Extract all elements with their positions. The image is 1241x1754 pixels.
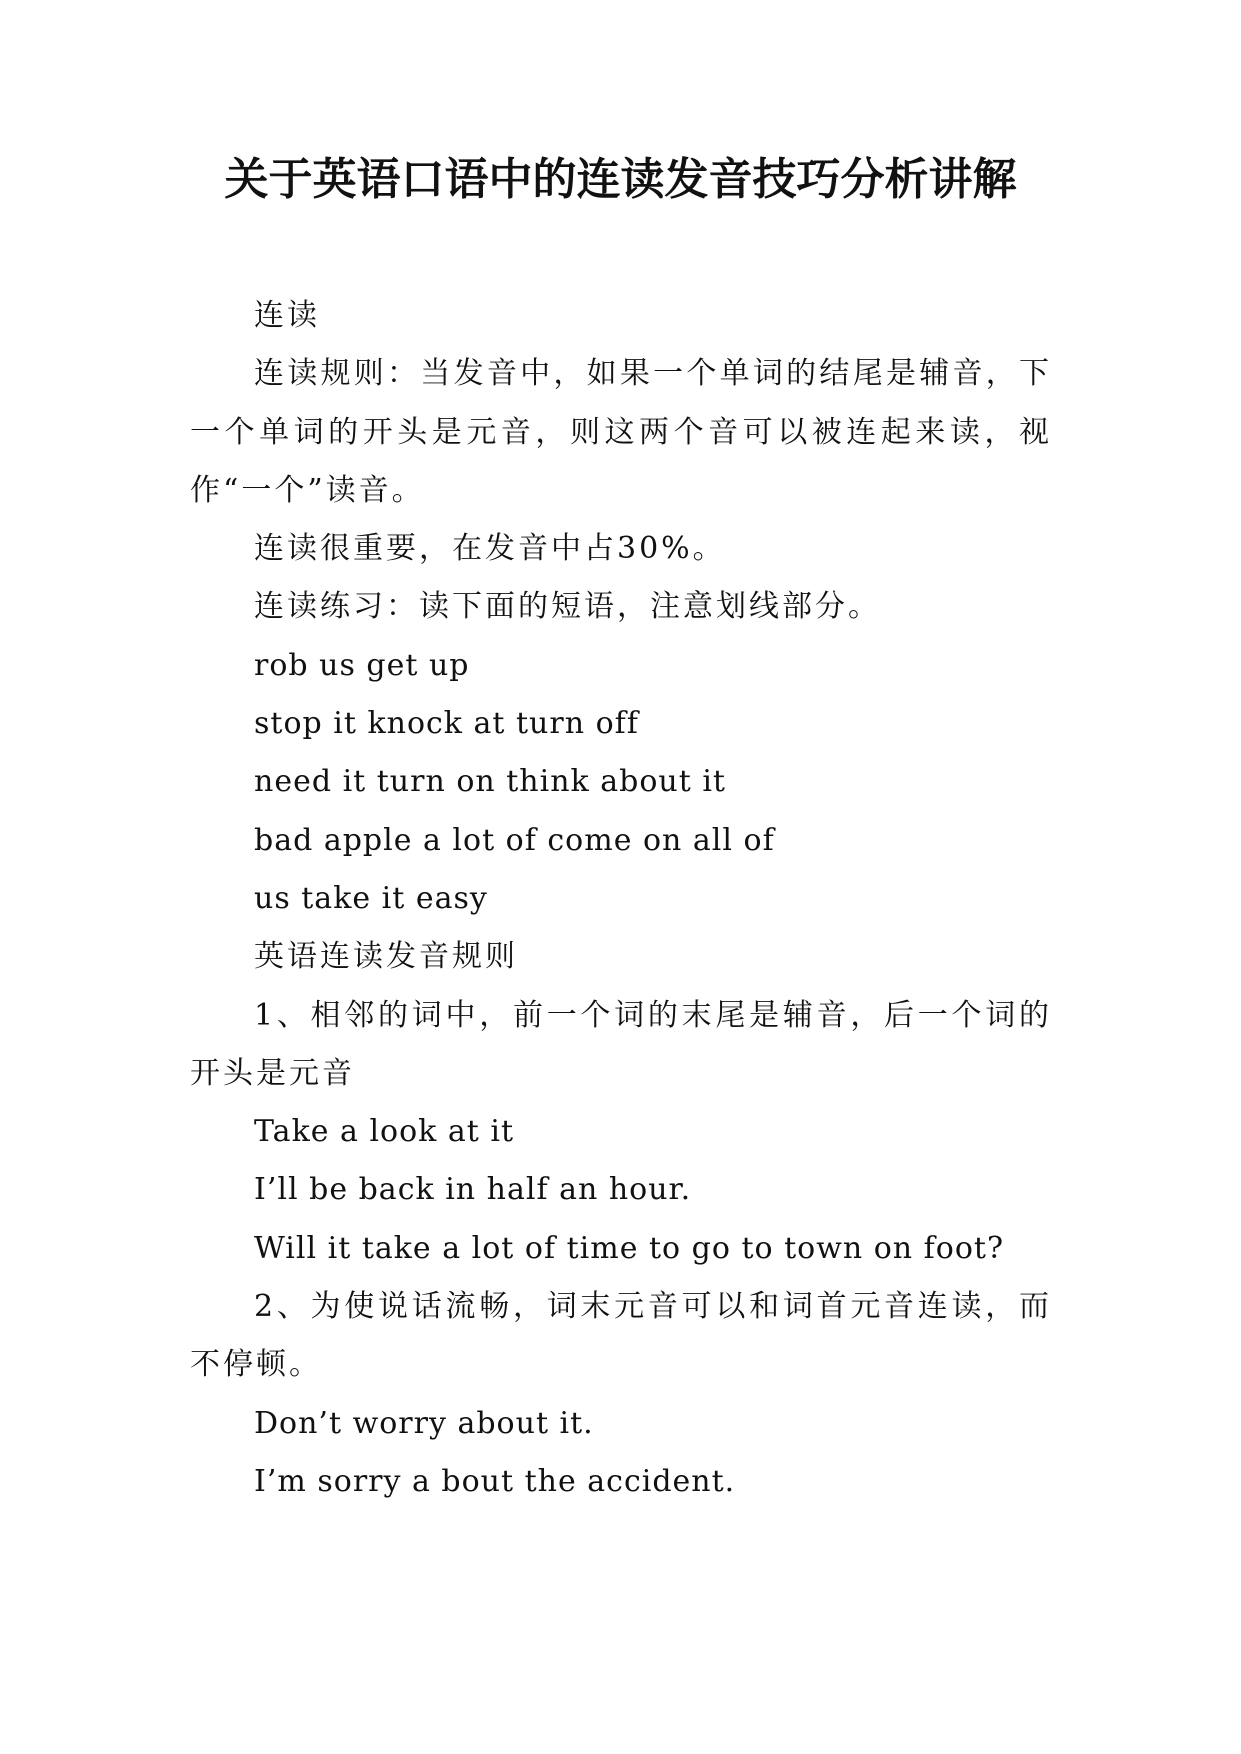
practice-line: rob us get up (254, 647, 470, 683)
practice-line: stop it knock at turn off (254, 706, 639, 742)
section-heading-rules: 英语连读发音规则 (254, 939, 518, 975)
example-sentence: Don’t worry about it. (254, 1405, 594, 1441)
practice-line: need it turn on think about it (254, 764, 726, 800)
document-body (190, 287, 1052, 1511)
document-title: 关于英语口语中的连读发音技巧分析讲解 (224, 154, 1017, 205)
rule-2: 2、为使说话流畅，词末元音可以和词首元音连读，而不停顿。 (190, 1289, 1052, 1383)
paragraph-practice-intro: 连读练习：读下面的短语，注意划线部分。 (254, 589, 881, 625)
example-sentence: I’ll be back in half an hour. (254, 1172, 692, 1208)
example-sentence: Will it take a lot of time to go to town on foot? (254, 1230, 1005, 1266)
example-sentence: I’m sorry a bout the accident. (254, 1463, 736, 1499)
practice-line: bad apple a lot of come on all of (254, 822, 775, 858)
paragraph-rule: 连读规则：当发音中，如果一个单词的结尾是辅音，下一个单词的开头是元音，则这两个音可以被连起来读，视作“一个”读音。 (190, 356, 1052, 508)
practice-line: us take it easy (254, 880, 488, 916)
paragraph-importance: 连读很重要，在发音中占30%。 (254, 531, 726, 567)
rule-1: 1、相邻的词中，前一个词的末尾是辅音，后一个词的开头是元音 (190, 997, 1052, 1091)
example-sentence: Take a look at it (254, 1114, 515, 1150)
paragraph-heading-liandu: 连读 (254, 298, 320, 333)
